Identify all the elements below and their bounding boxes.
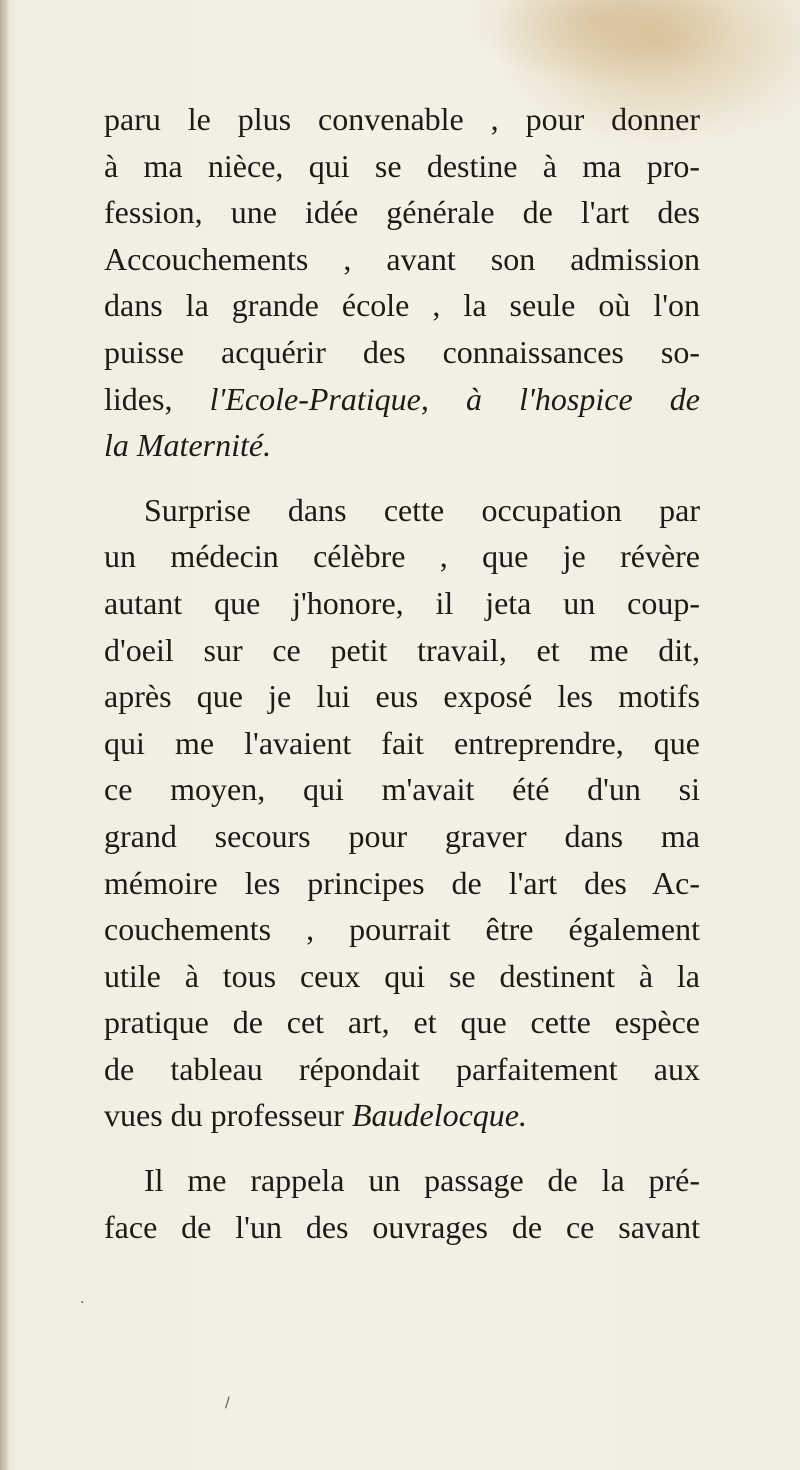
- text-line: [104, 1092, 700, 1139]
- paragraph-gap: [104, 469, 700, 487]
- paragraph-3: [104, 1157, 700, 1250]
- paper-speck: /: [225, 1395, 230, 1411]
- text-line: [104, 376, 700, 423]
- text-roman: lides,: [104, 380, 210, 417]
- text-line: paru le plus convenable , pour donner: [104, 101, 700, 137]
- text-line: couchements , pourrait être également: [104, 911, 700, 948]
- text-line: dans la grande école , la seule où l'on: [104, 287, 700, 324]
- paragraph-gap: [104, 1139, 700, 1157]
- text-line: qui me l'avaient fait entreprendre, que: [104, 724, 700, 761]
- paper-speck: ·: [80, 1295, 85, 1311]
- text-roman: vues du professeur: [104, 1097, 352, 1134]
- text-line: ce moyen, qui m'avait été d'un si: [104, 771, 700, 808]
- text-line: [104, 422, 700, 469]
- text-line: à ma nièce, qui se destine à ma pro-: [104, 147, 700, 184]
- text-line: un médecin célèbre , que je révère: [104, 538, 700, 575]
- text-line: utile à tous ceux qui se destinent à la: [104, 957, 700, 994]
- text-line: Surprise dans cette occupation par: [144, 491, 700, 528]
- text-italic: la Maternité.: [104, 427, 272, 464]
- text-line: mémoire les principes de l'art des Ac-: [104, 864, 700, 901]
- text-line: pratique de cet art, et que cette espèce: [104, 1004, 700, 1041]
- text-line: Accouchements , avant son admission: [104, 240, 700, 277]
- text-line: après que je lui eus exposé les motifs: [104, 678, 700, 715]
- text-line: puisse acquérir des connaissances so-: [104, 333, 700, 370]
- text-line: de tableau répondait parfaitement aux: [104, 1050, 700, 1087]
- text-line: d'oeil sur ce petit travail, et me dit,: [104, 631, 700, 668]
- text-line: fession, une idée générale de l'art des: [104, 194, 700, 231]
- text-line: autant que j'honore, il jeta un coup-: [104, 584, 700, 621]
- text-line: Il me rappela un passage de la pré-: [144, 1162, 700, 1199]
- page-gutter-shadow: [0, 0, 10, 1470]
- text-italic: l'Ecole-Pratique, à l'hospice de: [209, 380, 701, 417]
- text-line: face de l'un des ouvrages de ce savant: [104, 1208, 700, 1245]
- body-text: [104, 96, 700, 1250]
- paragraph-2: [104, 487, 700, 1139]
- text-italic: Baudelocque.: [351, 1097, 527, 1134]
- text-line: grand secours pour graver dans ma: [104, 817, 700, 854]
- paragraph-1: [104, 96, 700, 469]
